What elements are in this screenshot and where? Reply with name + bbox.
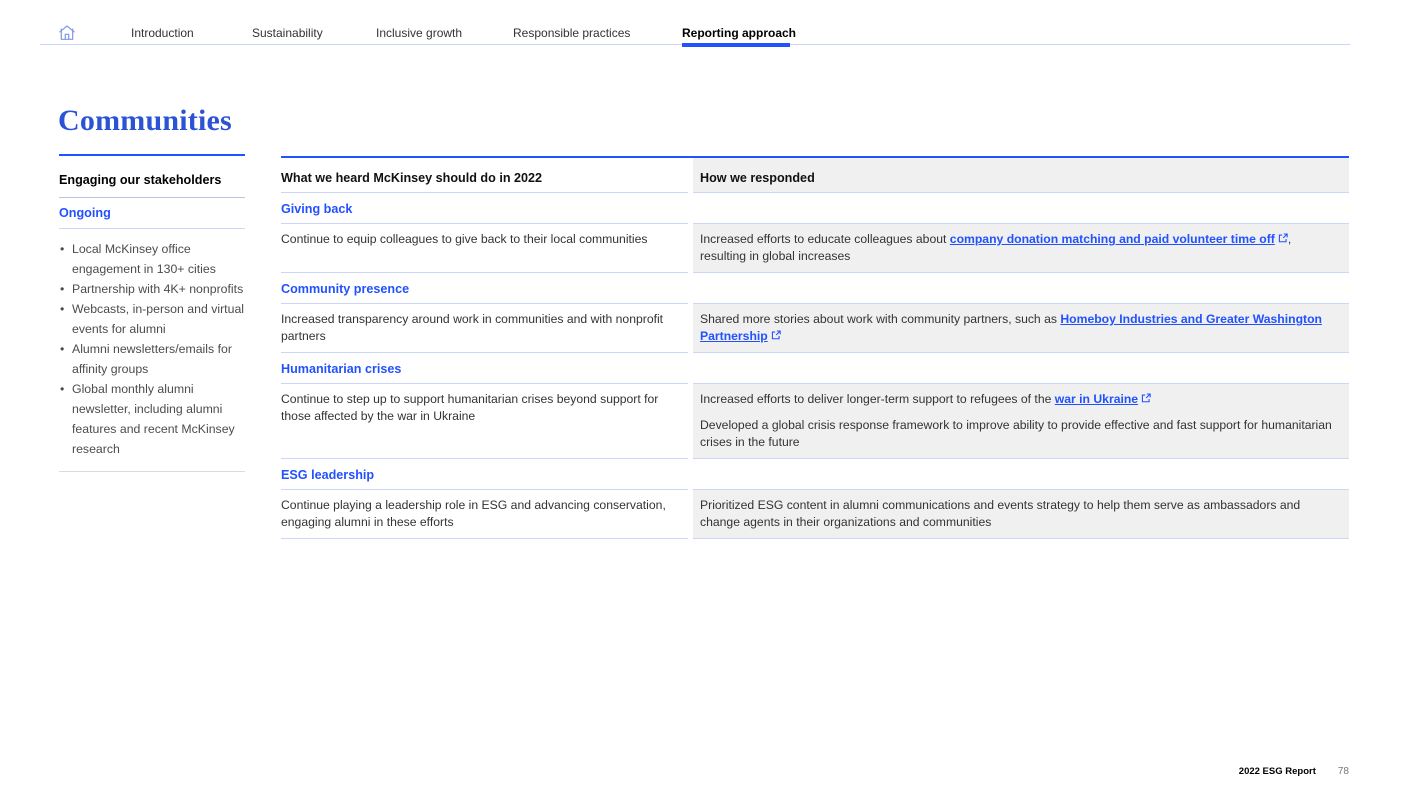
external-link-icon [1141, 393, 1151, 403]
responded-cell [693, 304, 1349, 353]
active-tab-indicator [682, 43, 790, 47]
table-row [281, 224, 1349, 273]
list-item: • Partnership with 4K+ nonprofits [59, 279, 245, 299]
section-row [281, 273, 1349, 304]
responded-cell [693, 384, 1349, 459]
table-row [281, 384, 1349, 459]
external-link-icon [1278, 233, 1288, 243]
section-heading: ESG leadership [281, 468, 375, 482]
response-link[interactable]: Homeboy Industries and Greater Washington Partnership [700, 312, 1322, 343]
response-paragraph [700, 417, 1337, 451]
list-item: • Global monthly alumni newsletter, including alumni features and recent McKinsey research [59, 379, 245, 459]
responded-cell [693, 490, 1349, 539]
section-row [281, 193, 1349, 224]
column-header-responded: How we responded [700, 171, 815, 185]
sidebar [59, 168, 245, 472]
home-icon[interactable] [57, 23, 77, 43]
sidebar-heading: Engaging our stakeholders [59, 168, 245, 198]
response-text: , resulting in global increases [700, 232, 1292, 263]
report-title: 2022 ESG Report [1238, 766, 1316, 777]
section-row [281, 353, 1349, 384]
sidebar-subheading: Ongoing [59, 198, 245, 229]
table-row [281, 490, 1349, 539]
sidebar-list [59, 229, 245, 472]
table-body [281, 193, 1349, 539]
section-row [281, 459, 1349, 490]
list-item: • Local McKinsey office engagement in 130+ cities [59, 239, 245, 279]
page-title: Communities [58, 104, 232, 137]
response-text: Increased efforts to educate colleagues about [700, 232, 950, 246]
table-header-row [281, 158, 1349, 193]
nav-tab-reporting-approach[interactable]: Reporting approach [682, 26, 797, 40]
response-text: Developed a global crisis response framework to improve ability to provide effective and fast support for humanitarian crises in the future [700, 418, 1332, 449]
external-link-icon [771, 330, 781, 340]
heard-cell: Continue to equip colleagues to give back to their local communities [281, 224, 688, 273]
response-paragraph [700, 497, 1337, 531]
responded-cell [693, 224, 1349, 273]
section-heading: Community presence [281, 282, 410, 296]
list-item: • Alumni newsletters/emails for affinity groups [59, 339, 245, 379]
nav-tab-sustainability[interactable]: Sustainability [252, 26, 323, 40]
response-paragraph [700, 391, 1337, 408]
response-text: Prioritized ESG content in alumni communications and events strategy to help them serve as ambassadors and change agents in their organizations and communities [700, 498, 1301, 529]
response-paragraph [700, 231, 1337, 265]
heard-cell: Continue to step up to support humanitarian crises beyond support for those affected by the war in Ukraine [281, 384, 688, 459]
column-header-heard: What we heard McKinsey should do in 2022 [281, 171, 543, 185]
nav-tab-inclusive-growth[interactable]: Inclusive growth [376, 26, 463, 40]
heard-cell: Continue playing a leadership role in ESG and advancing conservation, engaging alumni in these efforts [281, 490, 688, 539]
title-rule [59, 154, 245, 156]
response-text: Increased efforts to deliver longer-term support to refugees of the [700, 392, 1055, 406]
response-table [281, 156, 1349, 539]
heard-cell: Increased transparency around work in communities and with nonprofit partners [281, 304, 688, 353]
nav-tab-introduction[interactable]: Introduction [131, 26, 194, 40]
response-link[interactable]: company donation matching and paid volunteer time off [950, 232, 1288, 246]
footer [1140, 766, 1349, 777]
nav-tab-responsible-practices[interactable]: Responsible practices [513, 26, 631, 40]
list-item: • Webcasts, in-person and virtual events for alumni [59, 299, 245, 339]
response-paragraph [700, 311, 1337, 345]
response-link[interactable]: war in Ukraine [1055, 392, 1151, 406]
section-heading: Humanitarian crises [281, 362, 402, 376]
section-heading: Giving back [281, 202, 353, 216]
page-number: 78 [1337, 766, 1349, 777]
table-row [281, 304, 1349, 353]
response-text: Shared more stories about work with community partners, such as [700, 312, 1061, 326]
